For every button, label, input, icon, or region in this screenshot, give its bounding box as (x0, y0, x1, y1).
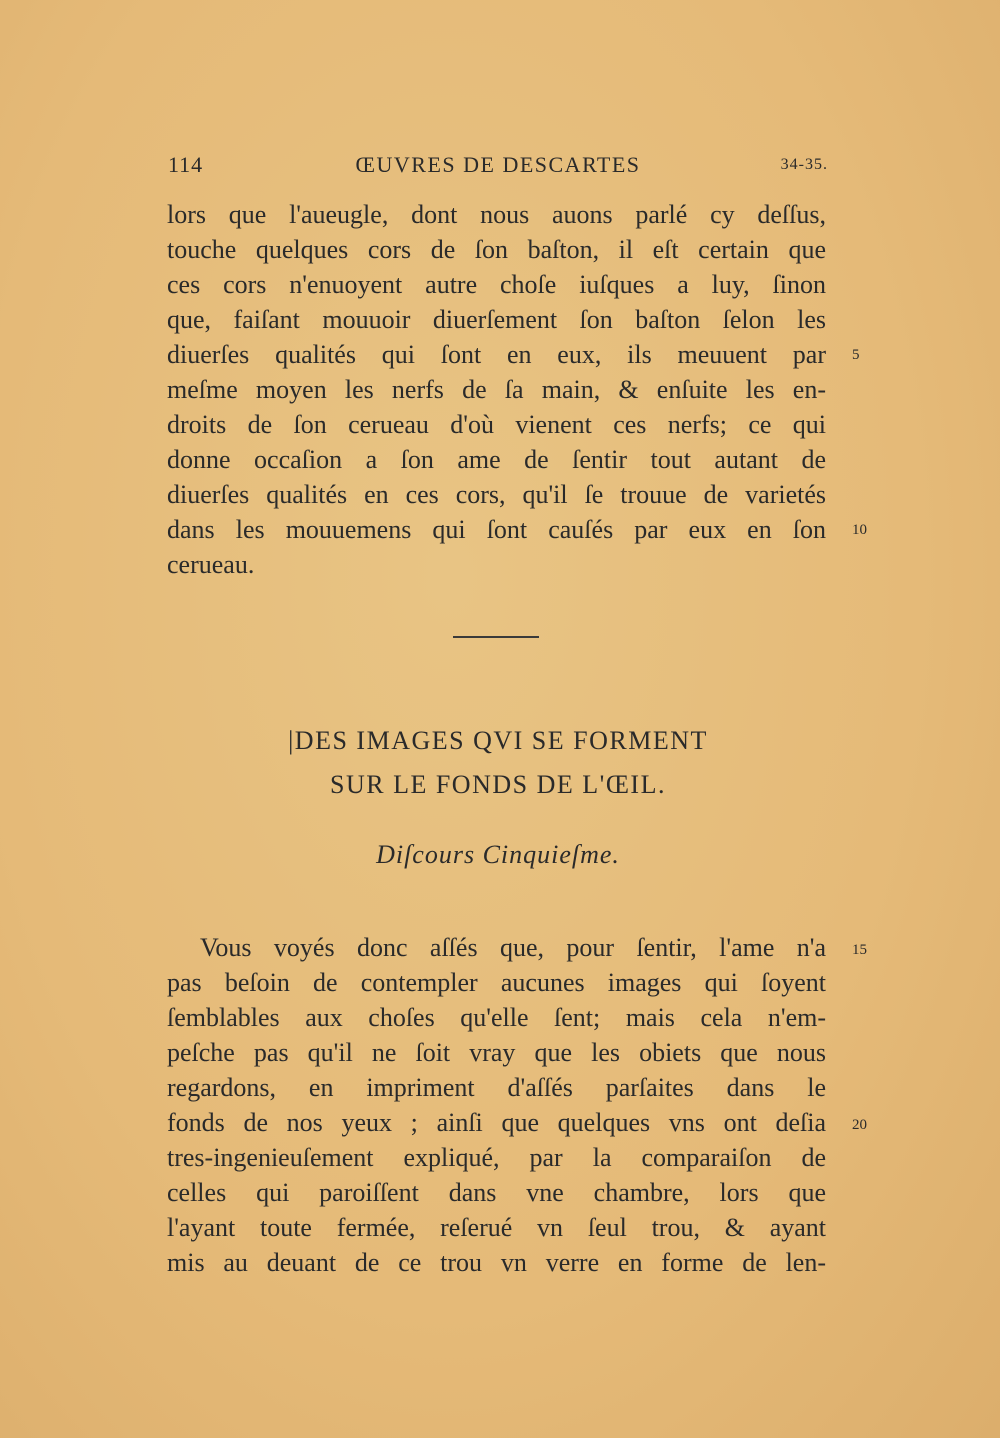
text-line: Vous voyés donc aſſés que, pour ſentir, l'ame n'a (200, 933, 826, 962)
chapter-title-line-1: |DES IMAGES QVI SE FORMENT (288, 726, 708, 755)
running-title: ŒUVRES DE DESCARTES (355, 152, 641, 177)
text-line: droits de ſon cerueau d'où vienent ces nerfs; ce qui (167, 410, 826, 439)
text-line: pas beſoin de contempler aucunes images qui ſoyent (167, 968, 826, 997)
chapter-title-line-2: SUR LE FONDS DE L'ŒIL. (330, 770, 666, 799)
text-line: touche quelques cors de ſon baſton, il eſt certain que (167, 235, 826, 264)
text-line: ces cors n'enuoyent autre choſe iuſques a luy, ſinon (167, 270, 826, 299)
running-header (168, 152, 828, 186)
text-line: donne occaſion a ſon ame de ſentir tout autant de (167, 445, 826, 474)
chapter-subtitle: Diſcours Cinquieſme. (376, 840, 620, 869)
text-line: diuerſes qualités en ces cors, qu'il ſe trouue de varietés (167, 480, 826, 509)
text-line: l'ayant toute fermée, reſerué vn ſeul trou, & ayant (167, 1213, 826, 1242)
text-line: diuerſes qualités qui ſont en eux, ils meuuent par (167, 340, 826, 369)
text-line: celles qui paroiſſent dans vne chambre, lors que (167, 1178, 826, 1207)
text-line: que, faiſant mouuoir diuerſement ſon baſton ſelon les (167, 305, 826, 334)
page-reference: 34-35. (780, 156, 828, 173)
text-line: lors que l'aueugle, dont nous auons parlé cy deſſus, (167, 200, 826, 229)
text-line: meſme moyen les nerfs de ſa main, & enſuite les en- (167, 375, 826, 404)
text-line: cerueau. (167, 550, 255, 579)
text-line: peſche pas qu'il ne ſoit vray que les obiets que nous (167, 1038, 826, 1067)
text-line: fonds de nos yeux ; ainſi que quelques vns ont deſia (167, 1108, 826, 1137)
text-line: mis au deuant de ce trou vn verre en forme de len- (167, 1248, 826, 1277)
margin-line-number: 10 (852, 522, 867, 538)
text-line: ſemblables aux choſes qu'elle ſent; mais cela n'em- (167, 1003, 826, 1032)
section-divider (453, 636, 539, 638)
text-line: regardons, en impriment d'aſſés parſaites dans le (167, 1073, 826, 1102)
page-number: 114 (168, 152, 204, 177)
margin-line-number: 15 (852, 942, 867, 958)
text-line: dans les mouuemens qui ſont cauſés par eux en ſon (167, 515, 826, 544)
margin-line-number: 5 (852, 347, 860, 363)
margin-line-number: 20 (852, 1117, 867, 1133)
text-line: tres-ingenieuſement expliqué, par la comparaiſon de (167, 1143, 826, 1172)
